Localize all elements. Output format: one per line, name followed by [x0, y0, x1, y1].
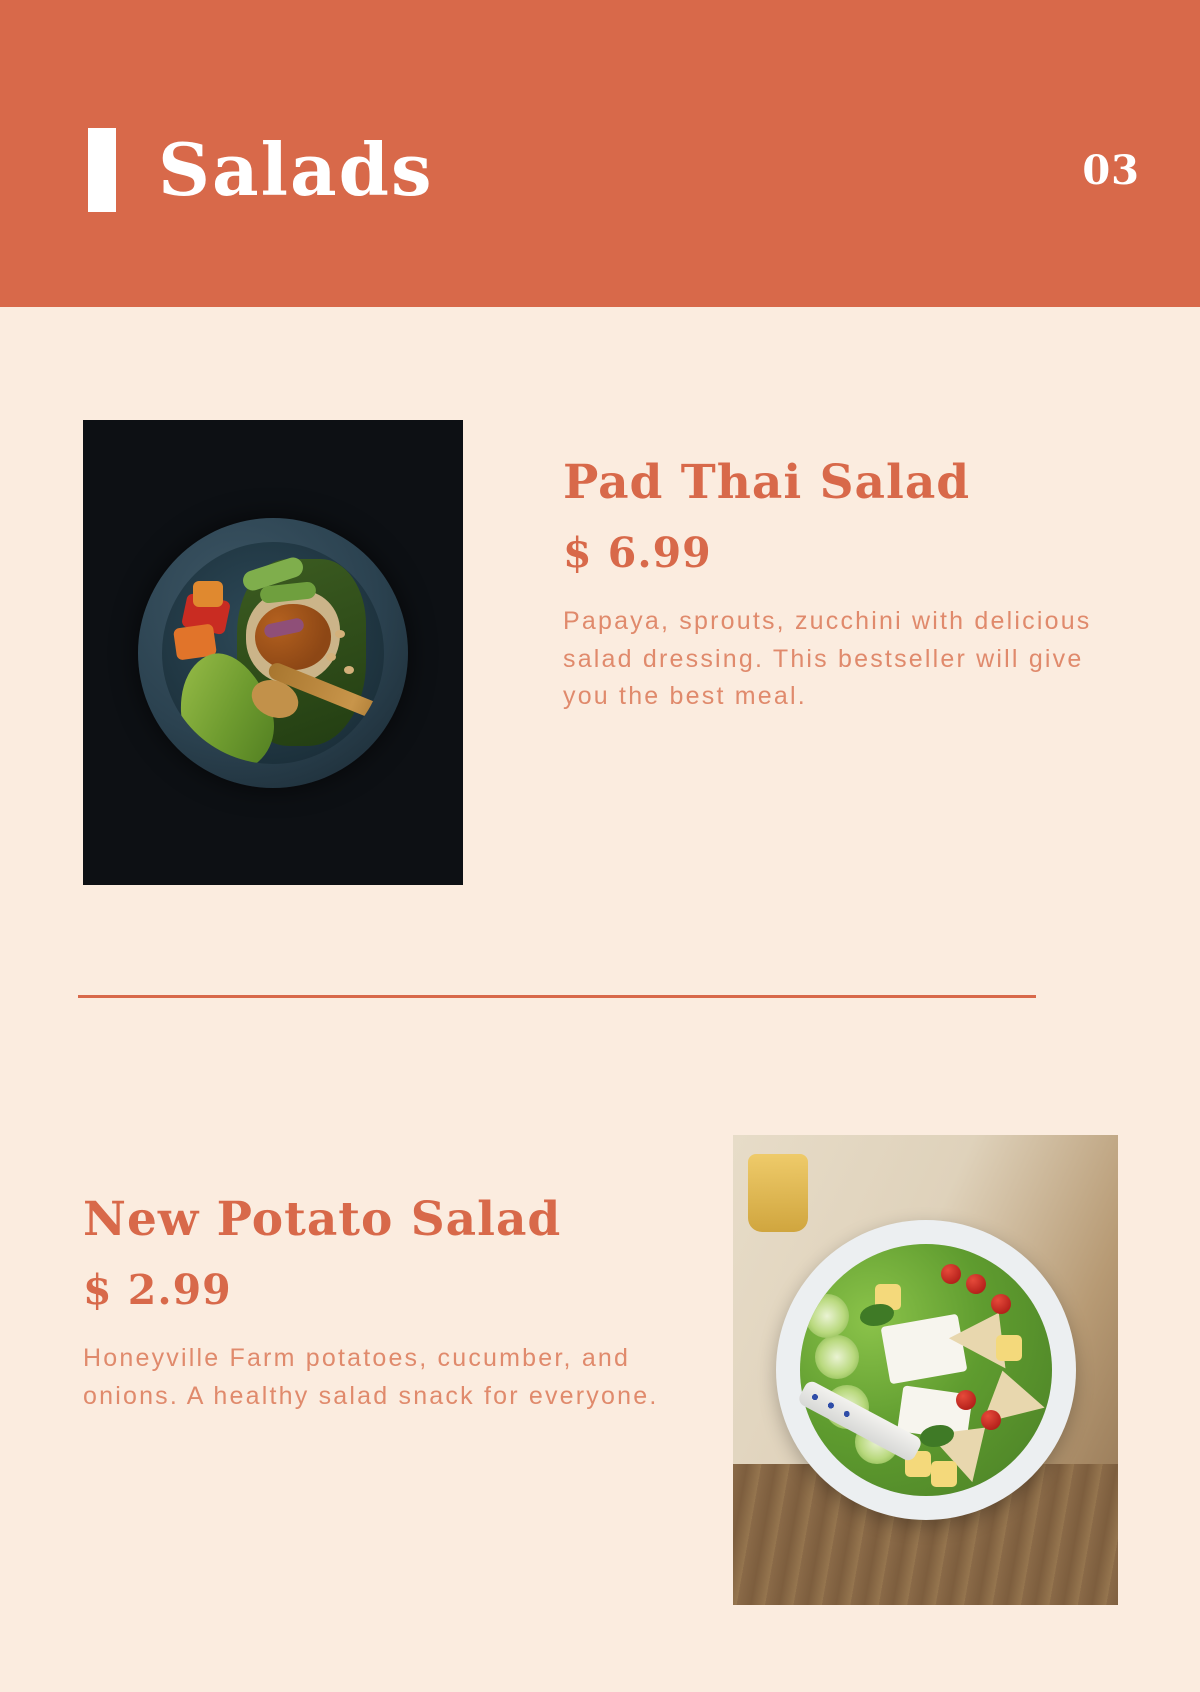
bowl-graphic	[138, 518, 408, 788]
page-header	[0, 0, 1200, 307]
chickpeas-graphic	[255, 604, 330, 671]
menu-item-2-text	[83, 1135, 733, 1415]
header-content	[88, 128, 1140, 212]
dish-price: $ 2.99	[83, 1266, 232, 1315]
tomato-graphic	[991, 1294, 1011, 1314]
menu-item-1	[83, 420, 1118, 885]
menu-item-1-text	[463, 420, 1118, 716]
oil-jar-graphic	[748, 1154, 808, 1232]
cucumber-graphic	[815, 1335, 859, 1379]
title-group	[88, 128, 434, 212]
potato-graphic	[996, 1335, 1022, 1361]
dish-name: New Potato Salad	[83, 1192, 562, 1247]
plate-graphic	[776, 1220, 1076, 1520]
new-potato-salad-image	[733, 1135, 1118, 1605]
nut-graphic	[335, 630, 345, 638]
page-number: 03	[1082, 146, 1140, 194]
potato-graphic	[931, 1461, 957, 1487]
pepper-graphic	[193, 581, 223, 607]
plate-interior	[800, 1244, 1052, 1496]
dish-description: Honeyville Farm potatoes, cucumber, and onions. A healthy salad snack for everyone.	[83, 1344, 659, 1410]
title-accent-bar	[88, 128, 116, 212]
section-divider	[78, 995, 1036, 998]
dish-price: $ 6.99	[563, 529, 712, 578]
page-title: Salads	[158, 127, 434, 212]
dish-description: Papaya, sprouts, zucchini with delicious salad dressing. This bestseller will give you the best meal.	[563, 607, 1092, 711]
pad-thai-salad-image	[83, 420, 463, 885]
menu-item-2	[83, 1135, 1118, 1605]
dish-name: Pad Thai Salad	[563, 455, 971, 510]
bowl-interior	[162, 542, 384, 764]
